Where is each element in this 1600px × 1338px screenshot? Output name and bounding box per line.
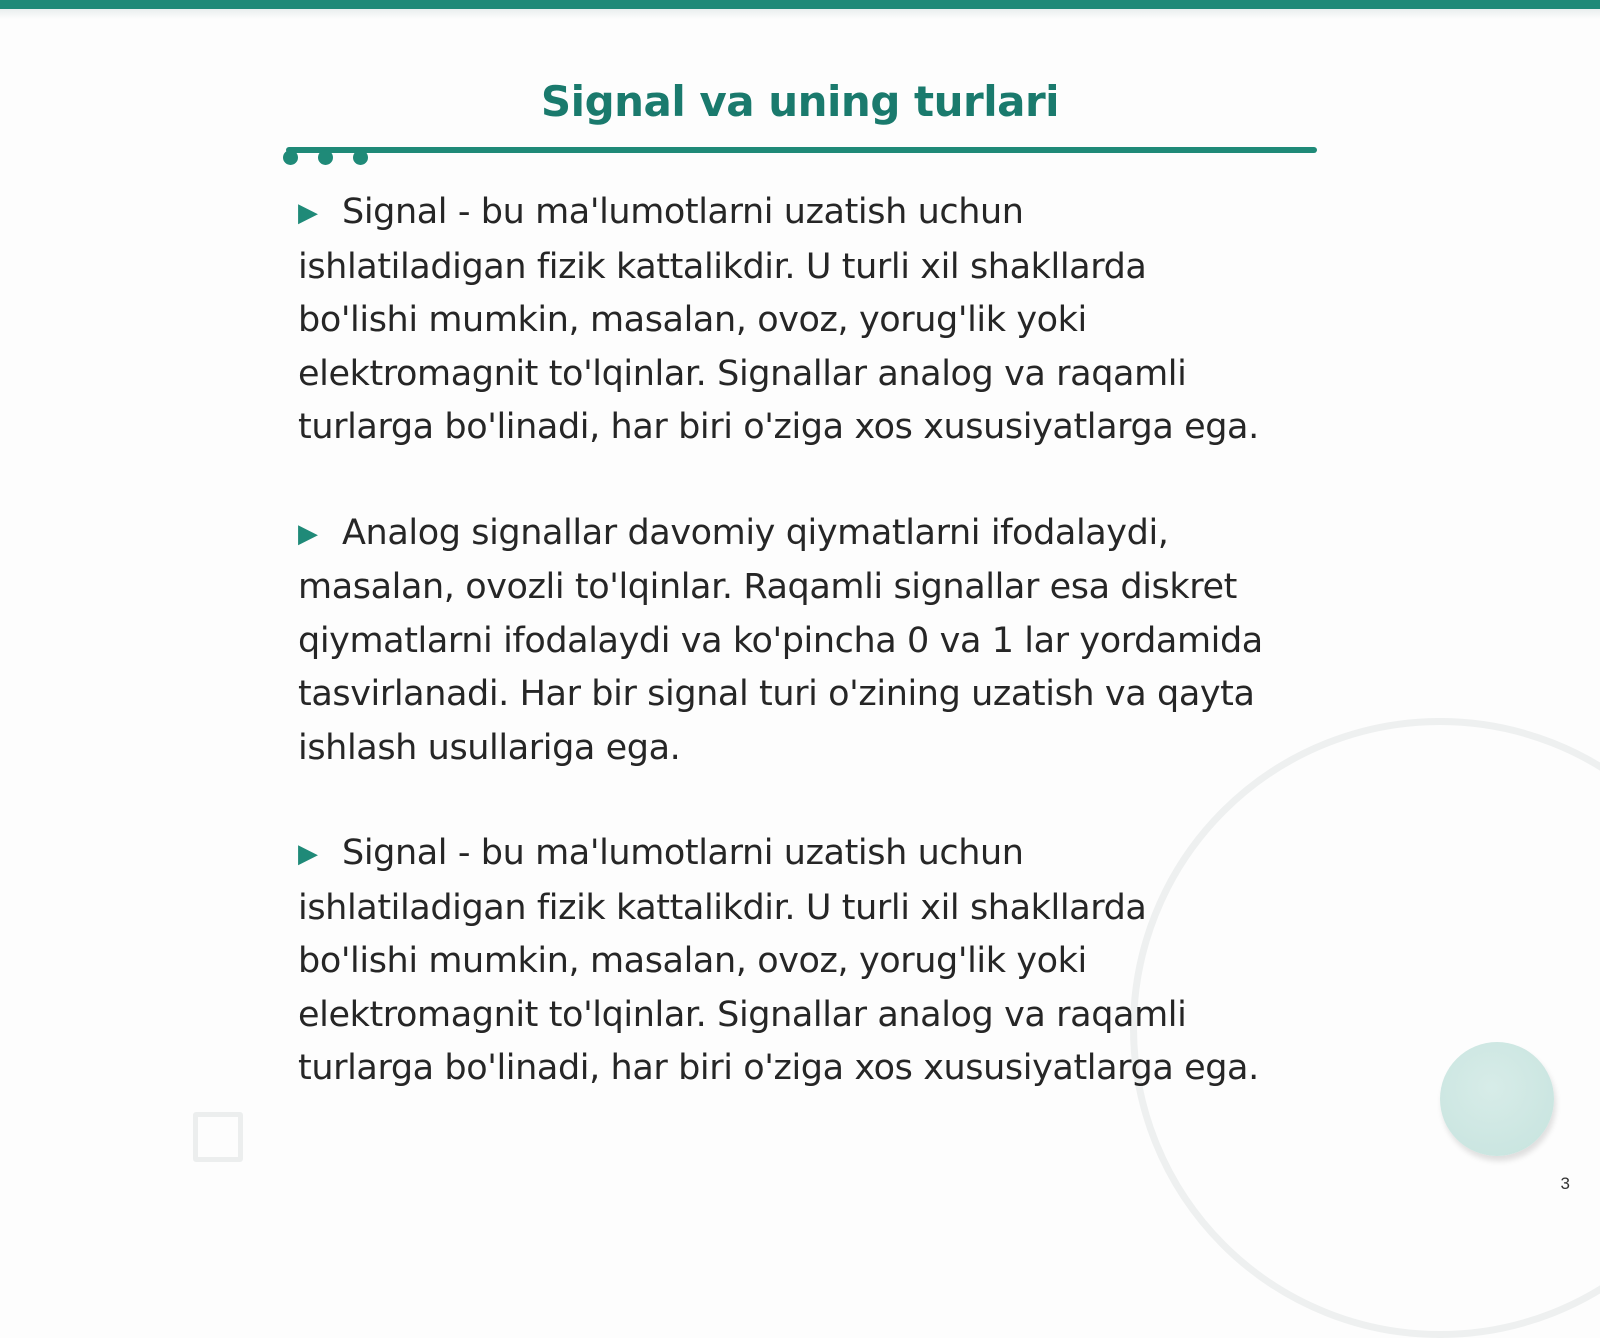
bullet-paragraph [298,186,1318,455]
top-accent-band [0,0,1600,9]
slide-title: Signal va uning turlari [540,77,1060,126]
top-band-shadow [0,9,1600,19]
paragraph-text: Analog signallar davomiy qiymatlarni ifodalaydi, masalan, ovozli to'lqinlar. Raqamli signallar esa diskret qiymatlarni ifodalaydi va ko'pincha 0 va 1 lar yordamida tasvirlanadi. Har bir signal turi o'zining uzatish va qayta ishlash usullariga ega. [298,512,1263,768]
underline-dot [318,150,333,165]
decorative-square [193,1112,243,1162]
paragraph-text: Signal - bu ma'lumotlarni uzatish uchun ishlatiladigan fizik kattalikdir. U turli xil shakllarda bo'lishi mumkin, masalan, ovoz, yorug'lik yoki elektromagnit to'lqinlar. Signallar analog va raqamli turlarga bo'linadi, har biri o'ziga xos xususiyatlarga ega. [298,192,1259,447]
triangle-right-icon: ▶ [298,518,318,549]
page-number: 3 [1560,1174,1570,1193]
bullet-paragraph [298,507,1318,776]
paragraph-text: Signal - bu ma'lumotlarni uzatish uchun ishlatiladigan fizik kattalikdir. U turli xil shakllarda bo'lishi mumkin, masalan, ovoz, yorug'lik yoki elektromagnit to'lqinlar. Signallar analog va raqamli turlarga bo'linadi, har biri o'ziga xos xususiyatlarga ega. [298,833,1259,1088]
title-underline [286,147,1317,153]
triangle-right-icon: ▶ [298,198,318,228]
bullet-paragraph [298,827,1318,1096]
underline-dot [353,150,368,165]
triangle-right-icon: ▶ [298,839,318,869]
decorative-filled-circle [1440,1042,1554,1156]
underline-dot [283,150,298,165]
slide-body [298,186,1318,1096]
